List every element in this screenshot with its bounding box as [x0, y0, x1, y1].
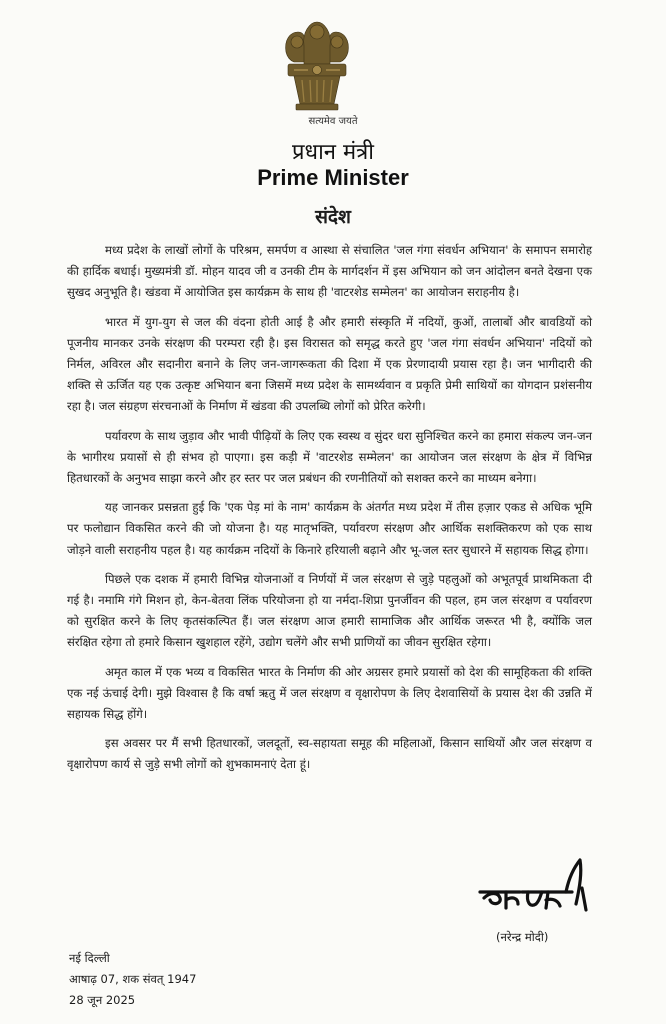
national-emblem-icon	[280, 18, 354, 118]
paragraph: पर्यावरण के साथ जुड़ाव और भावी पीढ़ियों के लिए एक स्वस्थ व सुंदर धरा सुनिश्चित करने का हमारा संकल्प जन-जन के भागीरथ प्रयासों से ही संभव हो पाएगा। इस कड़ी में 'वाटरशेड सम्मेलन' का आयोजन जल संरक्षण के क्षेत्र में विभिन्न हितधारकों के अनुभव साझा करने और हर स्तर पर जल प्रबंधन की रणनीतियों को सशक्त करने का माध्यम बनेगा।	[67, 428, 592, 486]
place: नई दिल्ली	[69, 951, 110, 965]
message-heading: संदेश	[315, 206, 351, 228]
message-body	[67, 240, 592, 784]
paragraph: यह जानकर प्रसन्नता हुई कि 'एक पेड़ मां के नाम' कार्यक्रम के अंतर्गत मध्य प्रदेश में तीस हज़ार एकड से अधिक भूमि पर फलोद्यान विकसित करने की जो योजना है। यह मातृभक्ति, पर्यावरण संरक्षण और आर्थिक सशक्तिकरण को एक साथ जोड़ने वाली सराहनीय पहल है। यह कार्यक्रम नदियों के किनारे हरियाली बढ़ाने और भू-जल स्तर सुधारने में सहायक सिद्ध होगा।	[67, 500, 593, 557]
date: 28 जून 2025	[69, 993, 136, 1007]
paragraph: अमृत काल में एक भव्य व विकसित भारत के निर्माण की ओर अग्रसर हमारे प्रयासों को देश की सामूहिकता की शक्ति एक नई ऊंचाई देगी। मुझे विश्वास है कि वर्षा ऋतु में जल संरक्षण व वृक्षारोपण के लिए देशवासियों के प्रयास देश की उन्नति में सहायक सिद्ध होंगे।	[67, 664, 592, 722]
emblem-motto: सत्यमेव जयते	[308, 116, 358, 127]
handwritten-signature	[476, 852, 596, 924]
title-hindi: प्रधान मंत्री	[292, 140, 374, 165]
paragraph: पिछले एक दशक में हमारी विभिन्न योजनाओं व निर्णयों में जल संरक्षण से जुड़े पहलुओं को अभूतपूर्व प्राथमिकता दी गई है। नमामि गंगे मिशन हो, केन-बेतवा लिंक परियोजना हो या नर्मदा-शिप्रा पुनर्जीवन की पहल, हम जल संरक्षण व पर्यावरण को सुरक्षित करने के लिए कृतसंकल्पित हैं। जल संरक्षण आज हमारी सामाजिक और आर्थिक जरूरत भी है, क्योंकि जल संरक्षित रहेगा तो हमारे किसान खुशहाल रहेंगे, उद्योग चलेंगे और सभी प्राणियों का जीवन सुरक्षित रहेगा।	[67, 571, 592, 650]
hindu-calendar-date: आषाढ़ 07, शक संवत् 1947	[69, 972, 197, 986]
paragraph: भारत में युग-युग से जल की वंदना होती आई है और हमारी संस्कृति में नदियों, कुओं, तालाबों और बावडियों को पूजनीय मानकर उनके संरक्षण की परम्परा रही है। इस विरासत को समृद्ध करते हुए 'जल गंगा संवर्धन अभियान' नदियों को निर्मल, अविरल और सदानीरा बनाने के लिए जन-जागरूकता की दिशा में एक प्रेरणादायी प्रयास रहा है। जन भागीदारी की शक्ति से ऊर्जित यह एक उत्कृष्ट अभियान बना जिसमें मध्य प्रदेश के सामर्थ्यवान व प्रकृति प्रेमी साथियों का योगदान प्रशंसनीय रहा है। जल संग्रहण संरचनाओं के निर्माण में खंडवा की उपलब्धि लोगों को प्रेरित करेगी।	[67, 314, 592, 414]
paragraph: इस अवसर पर मैं सभी हितधारकों, जलदूतों, स्व-सहायता समूह की महिलाओं, किसान साथियों और जल संरक्षण व वृक्षारोपण कार्य से जुड़े सभी लोगों को शुभकामनाएं देता हूं।	[67, 736, 592, 772]
letter-footer	[69, 948, 196, 1011]
title-english: Prime Minister	[257, 165, 409, 190]
signatory-name: (नरेन्द्र मोदी)	[496, 930, 549, 944]
paragraph: मध्य प्रदेश के लाखों लोगों के परिश्रम, समर्पण व आस्था से संचालित 'जल गंगा संवर्धन अभियान' के समापन समारोह की हार्दिक बधाई। मुख्यमंत्री डॉ. मोहन यादव जी व उनकी टीम के मार्गदर्शन में इस अभियान को जन आंदोलन बनते देखना एक सुखद अनुभूति है। खंडवा में आयोजित इस कार्यक्रम के साथ ही 'वाटरशेड सम्मेलन' का आयोजन सराहनीय है।	[67, 243, 592, 300]
